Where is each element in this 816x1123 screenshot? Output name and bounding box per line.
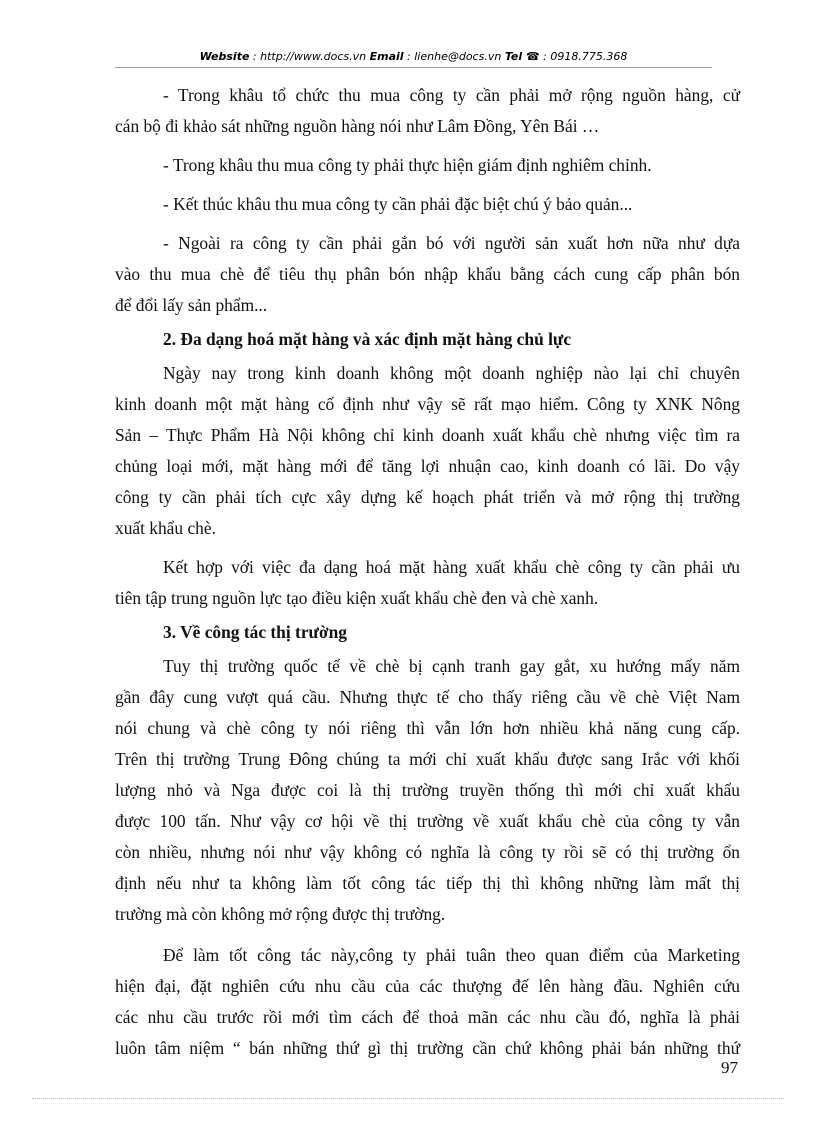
text-line: công ty cần phải tích cực xây dựng kế hoạch phát triển và mở rộng thị trường [115, 487, 740, 507]
text-line: xuất khẩu chè. [115, 518, 216, 538]
tel-value: : 0918.775.368 [539, 50, 628, 63]
section-heading-2: 2. Đa dạng hoá mặt hàng và xác định mặt hàng chủ lực [163, 329, 572, 349]
text-line: Tuy thị trường quốc tế về chè bị cạnh tranh gay gắt, xu hướng mấy năm [163, 656, 740, 676]
page-number: 97 [721, 1058, 738, 1077]
paragraph-3: - Kết thúc khâu thu mua công ty cần phải đặc biệt chú ý bảo quản... [163, 194, 633, 214]
text-line: định nếu như ta không làm tốt công tác tiếp thị thì không những làm mất thị [115, 873, 740, 893]
text-line: Trên thị trường Trung Đông chúng ta mới chỉ xuất khẩu được sang Irắc với khối [115, 749, 740, 769]
text-line: nói chung và chè công ty nói riêng thì vẫn lớn hơn nhiều khả năng cung cấp. [115, 718, 740, 738]
text-line: cán bộ đi khảo sát những nguồn hàng nói như Lâm Đồng, Yên Bái … [115, 116, 600, 136]
paragraph-5 [115, 358, 740, 544]
text-line: kinh doanh một mặt hàng cố định như vậy sẽ rất mạo hiểm. Công ty XNK Nông [115, 394, 740, 414]
email-label: Email [369, 50, 404, 63]
text-line: để đổi lấy sản phẩm... [115, 295, 268, 315]
text-line: Kết hợp với việc đa dạng hoá mặt hàng xuất khẩu chè công ty cần phải ưu [163, 557, 740, 577]
tel-label: Tel ☎ [504, 50, 540, 63]
document-body [115, 80, 740, 1064]
text-line: luôn tâm niệm “ bán những thứ gì thị trường cần chứ không phải bán những thứ [115, 1038, 740, 1058]
footer-divider [32, 1098, 784, 1099]
paragraph-8 [115, 940, 740, 1064]
text-line: hiện đại, đặt nghiên cứu nhu cầu của các thượng đế lên hàng đầu. Nghiên cứu [115, 976, 740, 996]
text-line: Sản – Thực Phẩm Hà Nội không chỉ kinh doanh xuất khẩu chè nhưng việc tìm ra [115, 425, 740, 445]
website-value: : http://www.docs.vn [249, 50, 370, 63]
email-value: : lienhe@docs.vn [403, 50, 505, 63]
text-line: các nhu cầu trước rồi mới tìm cách để thoả mãn các nhu cầu đó, nghĩa là phải [115, 1007, 740, 1027]
text-line: vào thu mua chè để tiêu thụ phân bón nhập khẩu bằng cách cung cấp phân bón [115, 264, 740, 284]
paragraph-1 [115, 80, 740, 142]
text-line: - Ngoài ra công ty cần phải gắn bó với người sản xuất hơn nữa như dựa [163, 233, 740, 253]
text-line: gần đây cung vượt quá cầu. Nhưng thực tế cho thấy riêng cầu về chè Việt Nam [115, 687, 740, 707]
paragraph-2: - Trong khâu thu mua công ty phải thực hiện giám định nghiêm chỉnh. [163, 155, 652, 175]
text-line: Ngày nay trong kinh doanh không một doanh nghiệp nào lại chỉ chuyên [163, 363, 740, 383]
text-line: còn nhiều, nhưng nói như vậy không có nghĩa là công ty rồi sẽ có thị trường ổn [115, 842, 740, 862]
website-label: Website [199, 50, 250, 63]
text-line: trường mà còn không mở rộng được thị trường. [115, 904, 446, 924]
section-heading-3: 3. Về công tác thị trường [163, 622, 347, 642]
text-line: Để làm tốt công tác này,công ty phải tuân theo quan điểm của Marketing [163, 945, 740, 965]
text-line: chủng loại mới, mặt hàng mới để tăng lợi nhuận cao, kinh doanh có lãi. Do vậy [115, 456, 740, 476]
paragraph-4 [115, 228, 740, 321]
text-line: được 100 tấn. Như vậy cơ hội về thị trường về xuất khẩu chè của công ty vẫn [115, 811, 740, 831]
text-line: - Trong khâu tổ chức thu mua công ty cần phải mở rộng nguồn hàng, cử [163, 85, 740, 105]
paragraph-7 [115, 651, 740, 930]
text-line: tiên tập trung nguồn lực tạo điều kiện xuất khẩu chè đen và chè xanh. [115, 588, 599, 608]
page-header [115, 47, 712, 68]
text-line: lượng nhỏ và Nga được coi là thị trường truyền thống thì mới chỉ xuất khẩu [115, 780, 740, 800]
paragraph-6 [115, 552, 740, 614]
